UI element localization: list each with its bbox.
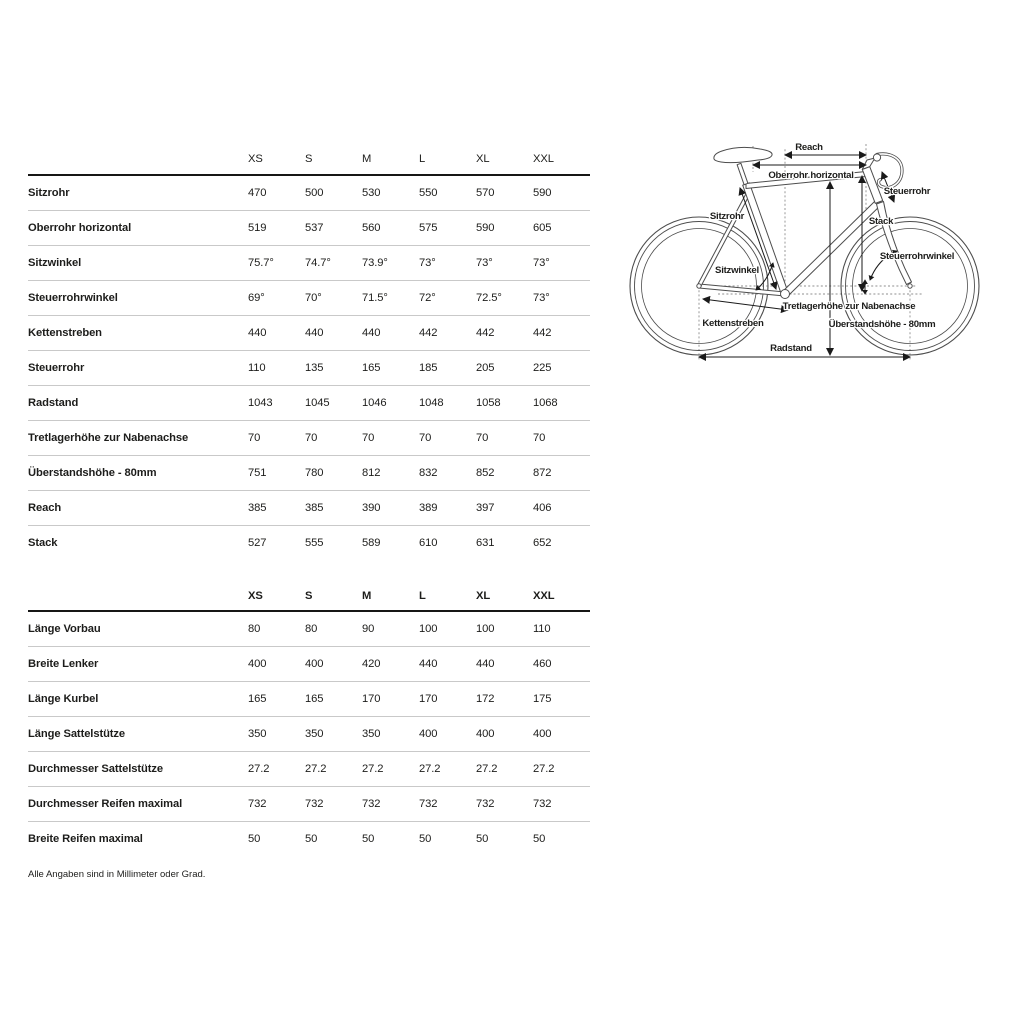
value-cell: 442 [419, 326, 438, 339]
row-label: Sitzwinkel [28, 256, 82, 269]
value-cell: 50 [248, 832, 261, 845]
table-row [28, 455, 590, 490]
row-label: Überstandshöhe - 80mm [28, 466, 157, 479]
value-cell: 530 [362, 186, 381, 199]
size-column-header: M [362, 153, 372, 165]
value-cell: 440 [305, 326, 324, 339]
row-label: Breite Reifen maximal [28, 832, 143, 845]
fork-blade [877, 202, 912, 285]
value-cell: 165 [305, 692, 324, 705]
size-column-header: M [362, 590, 372, 602]
value-cell: 72° [419, 291, 436, 304]
diagram-label-sitzrohr: Sitzrohr [709, 211, 745, 222]
row-label: Länge Vorbau [28, 622, 101, 635]
row-label: Länge Sattelstütze [28, 727, 126, 740]
value-cell: 50 [533, 832, 546, 845]
table-row [28, 490, 590, 525]
value-cell: 50 [476, 832, 489, 845]
value-cell: 27.2 [419, 762, 441, 775]
row-label: Stack [28, 536, 58, 549]
value-cell: 460 [533, 657, 552, 670]
diagram-label-oberrohr: Oberrohr horizontal [768, 170, 854, 181]
size-column-header: XXL [533, 153, 554, 165]
value-cell: 50 [362, 832, 375, 845]
value-cell: 185 [419, 361, 438, 374]
value-cell: 175 [533, 692, 552, 705]
table-row [28, 350, 590, 385]
value-cell: 440 [419, 657, 438, 670]
value-cell: 27.2 [305, 762, 327, 775]
value-cell: 73° [476, 256, 493, 269]
value-cell: 589 [362, 536, 381, 549]
value-cell: 732 [305, 797, 324, 810]
table-row [28, 716, 590, 751]
value-cell: 70° [305, 291, 322, 304]
value-cell: 350 [248, 727, 267, 740]
value-cell: 73° [533, 256, 550, 269]
value-cell: 555 [305, 536, 324, 549]
value-cell: 400 [476, 727, 495, 740]
value-cell: 397 [476, 501, 495, 514]
diagram-label-steuerrohrwinkel: Steuerrohrwinkel [879, 251, 955, 262]
value-cell: 135 [305, 361, 324, 374]
value-cell: 610 [419, 536, 438, 549]
value-cell: 73.9° [362, 256, 388, 269]
row-label: Tretlagerhöhe zur Nabenachse [28, 431, 189, 444]
value-cell: 732 [476, 797, 495, 810]
value-cell: 442 [476, 326, 495, 339]
value-cell: 1058 [476, 396, 501, 409]
size-column-header: S [305, 153, 313, 165]
value-cell: 420 [362, 657, 381, 670]
value-cell: 70 [305, 431, 318, 444]
value-cell: 852 [476, 466, 495, 479]
value-cell: 72.5° [476, 291, 502, 304]
value-cell: 71.5° [362, 291, 388, 304]
size-column-header: S [305, 590, 313, 602]
value-cell: 872 [533, 466, 552, 479]
size-column-header: XL [476, 153, 490, 165]
value-cell: 73° [419, 256, 436, 269]
value-cell: 385 [248, 501, 267, 514]
value-cell: 27.2 [476, 762, 498, 775]
diagram-label-ueberstandshoehe: Überstandshöhe - 80mm [828, 319, 936, 330]
row-label: Steuerrohr [28, 361, 85, 374]
table-row [28, 681, 590, 716]
footnote: Alle Angaben sind in Millimeter oder Grad. [28, 869, 206, 880]
value-cell: 73° [533, 291, 550, 304]
value-cell: 165 [248, 692, 267, 705]
value-cell: 832 [419, 466, 438, 479]
value-cell: 75.7° [248, 256, 274, 269]
row-label: Steuerrohrwinkel [28, 291, 118, 304]
value-cell: 80 [305, 622, 318, 635]
table-row [28, 385, 590, 420]
diagram-label-tretlagerhoehe: Tretlagerhöhe zur Nabenachse [782, 301, 916, 312]
seatpost [737, 163, 748, 184]
geometry-table [28, 144, 590, 560]
table-row [28, 646, 590, 681]
value-cell: 225 [533, 361, 552, 374]
value-cell: 80 [248, 622, 261, 635]
row-label: Radstand [28, 396, 79, 409]
row-label: Reach [28, 501, 62, 514]
value-cell: 1043 [248, 396, 273, 409]
size-column-header: L [419, 153, 426, 165]
value-cell: 560 [362, 221, 381, 234]
value-cell: 400 [419, 727, 438, 740]
value-cell: 1048 [419, 396, 444, 409]
table-row [28, 525, 590, 560]
table-row [28, 315, 590, 350]
value-cell: 440 [248, 326, 267, 339]
row-label: Durchmesser Reifen maximal [28, 797, 183, 810]
value-cell: 170 [362, 692, 381, 705]
value-cell: 27.2 [533, 762, 555, 775]
value-cell: 732 [419, 797, 438, 810]
value-cell: 400 [533, 727, 552, 740]
value-cell: 575 [419, 221, 438, 234]
value-cell: 70 [362, 431, 375, 444]
value-cell: 442 [533, 326, 552, 339]
diagram-label-steuerrohr: Steuerrohr [883, 186, 931, 197]
value-cell: 406 [533, 501, 552, 514]
value-cell: 590 [476, 221, 495, 234]
saddle [714, 147, 772, 162]
diagram-label-radstand: Radstand [770, 343, 812, 354]
value-cell: 50 [305, 832, 318, 845]
table-row [28, 420, 590, 455]
diagram-label-sitzwinkel: Sitzwinkel [715, 265, 759, 276]
table-row [28, 821, 590, 856]
table-row [28, 611, 590, 646]
value-cell: 50 [419, 832, 432, 845]
bike-geometry-diagram [618, 128, 1018, 378]
value-cell: 1046 [362, 396, 387, 409]
value-cell: 732 [248, 797, 267, 810]
value-cell: 172 [476, 692, 495, 705]
size-column-header: XS [248, 153, 263, 165]
value-cell: 652 [533, 536, 552, 549]
value-cell: 537 [305, 221, 324, 234]
handlebar-clamp [873, 154, 880, 161]
diagram-label-reach: Reach [795, 142, 823, 153]
value-cell: 350 [305, 727, 324, 740]
value-cell: 590 [533, 186, 552, 199]
value-cell: 27.2 [248, 762, 270, 775]
value-cell: 440 [362, 326, 381, 339]
table-row [28, 175, 590, 210]
value-cell: 110 [248, 361, 266, 374]
size-column-header: XS [248, 590, 263, 602]
value-cell: 69° [248, 291, 265, 304]
value-cell: 440 [476, 657, 495, 670]
table-row [28, 751, 590, 786]
value-cell: 550 [419, 186, 438, 199]
value-cell: 780 [305, 466, 324, 479]
value-cell: 631 [476, 536, 495, 549]
value-cell: 205 [476, 361, 495, 374]
value-cell: 400 [248, 657, 267, 670]
value-cell: 732 [533, 797, 552, 810]
empty-header-cell [28, 144, 248, 175]
size-column-header: XXL [533, 590, 555, 602]
size-header-row [28, 144, 590, 175]
row-label: Länge Kurbel [28, 692, 99, 705]
value-cell: 527 [248, 536, 267, 549]
empty-header-cell [28, 560, 248, 611]
value-cell: 812 [362, 466, 381, 479]
size-header-row [28, 560, 590, 611]
value-cell: 90 [362, 622, 375, 635]
value-cell: 100 [419, 622, 438, 635]
value-cell: 500 [305, 186, 324, 199]
value-cell: 170 [419, 692, 438, 705]
diagram-label-kettenstreben: Kettenstreben [702, 318, 764, 329]
value-cell: 70 [533, 431, 546, 444]
value-cell: 74.7° [305, 256, 331, 269]
geometry-tables [28, 144, 590, 880]
value-cell: 470 [248, 186, 267, 199]
value-cell: 165 [362, 361, 381, 374]
size-column-header: XL [476, 590, 491, 602]
value-cell: 27.2 [362, 762, 384, 775]
table-row [28, 210, 590, 245]
table-row [28, 280, 590, 315]
table-row [28, 786, 590, 821]
value-cell: 70 [476, 431, 489, 444]
value-cell: 1068 [533, 396, 558, 409]
diagram-label-stack: Stack [868, 216, 894, 227]
value-cell: 100 [476, 622, 495, 635]
row-label: Oberrohr horizontal [28, 221, 132, 234]
value-cell: 751 [248, 466, 267, 479]
value-cell: 385 [305, 501, 324, 514]
value-cell: 732 [362, 797, 381, 810]
components-table [28, 560, 590, 856]
value-cell: 605 [533, 221, 552, 234]
row-label: Breite Lenker [28, 657, 99, 670]
value-cell: 70 [248, 431, 261, 444]
value-cell: 350 [362, 727, 381, 740]
value-cell: 519 [248, 221, 267, 234]
bottom-bracket [781, 290, 790, 299]
value-cell: 70 [419, 431, 432, 444]
size-column-header: L [419, 590, 426, 602]
value-cell: 570 [476, 186, 495, 199]
row-label: Kettenstreben [28, 326, 102, 339]
row-label: Sitzrohr [28, 186, 70, 199]
table-row [28, 245, 590, 280]
value-cell: 389 [419, 501, 438, 514]
front-dropout [908, 284, 912, 288]
value-cell: 1045 [305, 396, 330, 409]
row-label: Durchmesser Sattelstütze [28, 762, 164, 775]
value-cell: 110 [533, 622, 551, 635]
value-cell: 400 [305, 657, 324, 670]
value-cell: 390 [362, 501, 381, 514]
rear-dropout [697, 284, 701, 288]
